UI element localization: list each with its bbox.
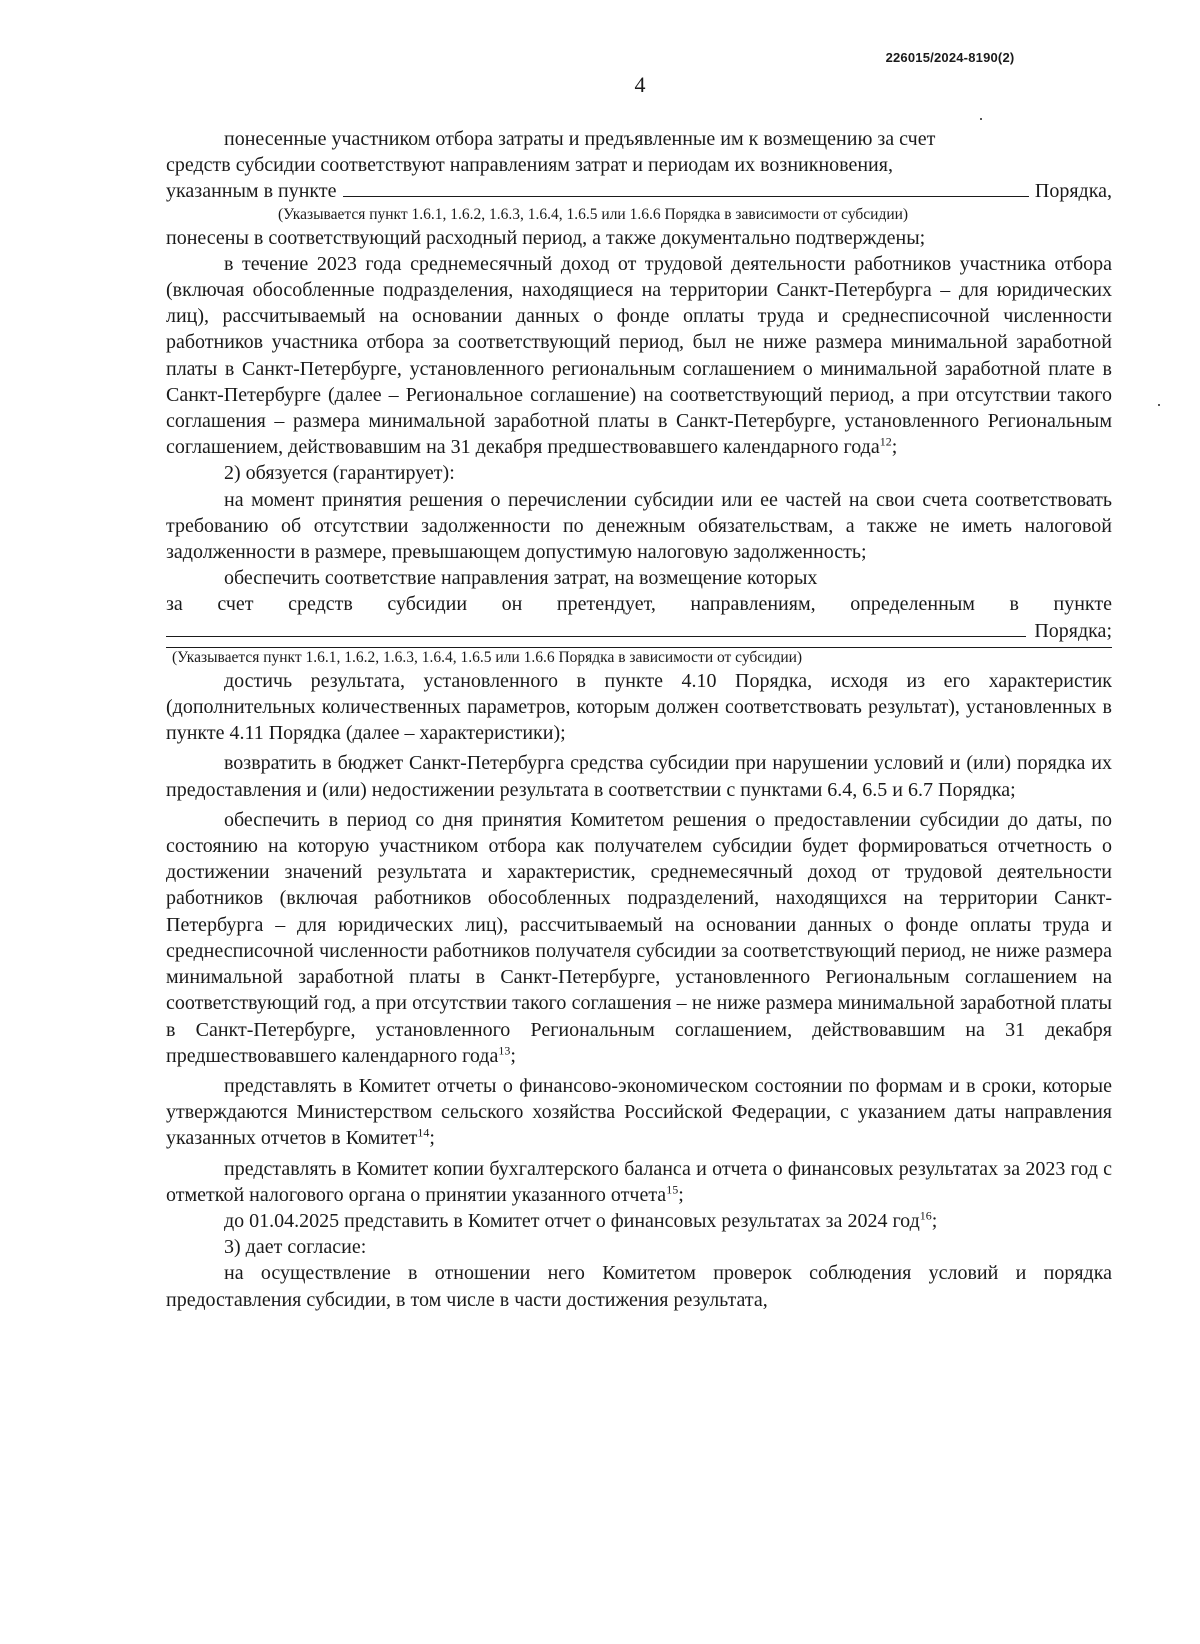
paragraph — [166, 807, 1112, 1069]
text-line: средств субсидии соответствуют направлениям затрат и периодам их возникновения, — [166, 154, 893, 177]
paragraph: на момент принятия решения о перечислении субсидии или ее частей на свои счета соответствовать требованию об отсутствии задолженности по денежным обязательствам, а также не иметь налоговой задолженности в размере, превышающем допустимую налоговую задолженность; — [166, 488, 1112, 564]
list-item-heading: 3) дает согласие: — [224, 1236, 367, 1259]
scan-speck — [1158, 404, 1160, 406]
text-line: Порядка; — [1034, 619, 1112, 642]
document-body — [166, 126, 1112, 1313]
paragraph: возвратить в бюджет Санкт-Петербурга средства субсидии при нарушении условий и (или) порядка их предоставления и (или) недостижении результата в соответствии с пунктами 6.4, 6.5 и 6.7 Порядка; — [166, 752, 1112, 801]
paragraph: достичь результата, установленного в пункте 4.10 Порядка, исходя из его характеристик (дополнительных количественных параметров, которым должен соответствовать результат), установленных в пункте 4.11 Порядка (далее – характеристики); — [166, 669, 1112, 745]
paragraph — [166, 1156, 1112, 1208]
field-hint: (Указывается пункт 1.6.1, 1.6.2, 1.6.3, 1.6.4, 1.6.5 или 1.6.6 Порядка в зависимости от субсидии) — [172, 648, 803, 666]
text-line: указанным в пункте — [166, 180, 337, 203]
text-line: понесены в соответствующий расходный период, а также документально подтверждены; — [166, 226, 926, 249]
footnote-ref: 14 — [417, 1125, 430, 1140]
footnote-ref: 13 — [498, 1043, 511, 1058]
paragraph-text: представлять в Комитет отчеты о финансово-экономическом состоянии по формам и в сроки, которые утверждаются Министерством сельского хозяйства Российской Федерации, с указанием даты направления указанных отчетов в Комитет — [166, 1074, 1112, 1150]
footnote-ref: 15 — [666, 1182, 679, 1197]
paragraph-text: в течение 2023 года среднемесячный доход от трудовой деятельности работников участника отбора (включая обособленные подразделения, находящиеся на территории Санкт-Петербурга – для юридических лиц), рассчитываемый на основании данных о фонде оплаты труда и среднесписочной численности работников участника отбора за соответствующий период, был не ниже размера минимальной заработной платы в Санкт-Петербурге, установленного региональным соглашением о минимальной заработной плате в Санкт-Петербурге (далее – Региональное соглашение) на соответствующий период, а при отсутствии такого соглашения – размера минимальной заработной платы в Санкт-Петербурге, установленного Региональным соглашением, действовавшим на 31 декабря предшествовавшего календарного года — [166, 252, 1112, 459]
text-line: за счет средств субсидии он претендует, направлениям, определенным в пункте — [166, 593, 1112, 616]
paragraph: на осуществление в отношении него Комитетом проверок соблюдения условий и порядка предоставления субсидии, в том числе в части достижения результата, — [166, 1262, 1112, 1311]
paragraph — [166, 1208, 1112, 1234]
paragraph — [166, 1073, 1112, 1152]
paragraph-text: до 01.04.2025 представить в Комитет отчет о финансовых результатах за 2024 год — [224, 1209, 920, 1232]
justified-line — [166, 565, 1112, 591]
page-number: 4 — [634, 72, 646, 97]
blank-field — [343, 178, 1029, 197]
field-hint: (Указывается пункт 1.6.1, 1.6.2, 1.6.3, 1.6.4, 1.6.5 или 1.6.6 Порядка в зависимости от субсидии) — [278, 205, 909, 223]
blank-field — [166, 618, 1026, 637]
list-item-heading: 2) обязуется (гарантирует): — [224, 462, 455, 485]
paragraph-text: обеспечить в период со дня принятия Комитетом решения о предоставлении субсидии до даты, по состоянию на которую участником отбора как получателем субсидии будет формироваться отчетность о достижении значений результата и характеристик, среднемесячный доход от трудовой деятельности работников (включая работников обособленных подразделений, находящихся на территории Санкт-Петербурга – для юридических лиц), рассчитываемый на основании данных о фонде оплаты труда и среднесписочной численности работников получателя субсидии за соответствующий период, не ниже размера минимальной заработной платы в Санкт-Петербурге, установленного Региональным соглашением на соответствующий год, а при отсутствии такого соглашения – не ниже размера минимальной заработной платы в Санкт-Петербурге, установленного Региональным соглашением, действовавшим на 31 декабря предшествовавшего календарного года — [166, 808, 1112, 1067]
punctuation: ; — [678, 1183, 684, 1206]
paragraph — [166, 251, 1112, 461]
footnote-ref: 16 — [919, 1208, 932, 1223]
fill-in-line — [166, 178, 1112, 204]
punctuation: ; — [510, 1044, 516, 1067]
fill-in-line — [166, 618, 1112, 644]
text-line: Порядка, — [1034, 180, 1112, 203]
paragraph-text: представлять в Комитет копии бухгалтерского баланса и отчета о финансовых результатах за 2023 год с отметкой налогового органа о принятии указанного отчета — [166, 1157, 1112, 1206]
punctuation: ; — [891, 436, 898, 459]
punctuation: ; — [429, 1127, 435, 1150]
scan-speck — [980, 118, 982, 120]
text-line: понесенные участником отбора затраты и предъявленные им к возмещению за счет — [224, 128, 936, 150]
document-id: 226015/2024-8190(2) — [885, 50, 1015, 65]
punctuation: ; — [931, 1209, 938, 1232]
text-line: обеспечить соответствие направления затрат, на возмещение которых — [224, 567, 818, 590]
footnote-ref: 12 — [879, 434, 892, 449]
